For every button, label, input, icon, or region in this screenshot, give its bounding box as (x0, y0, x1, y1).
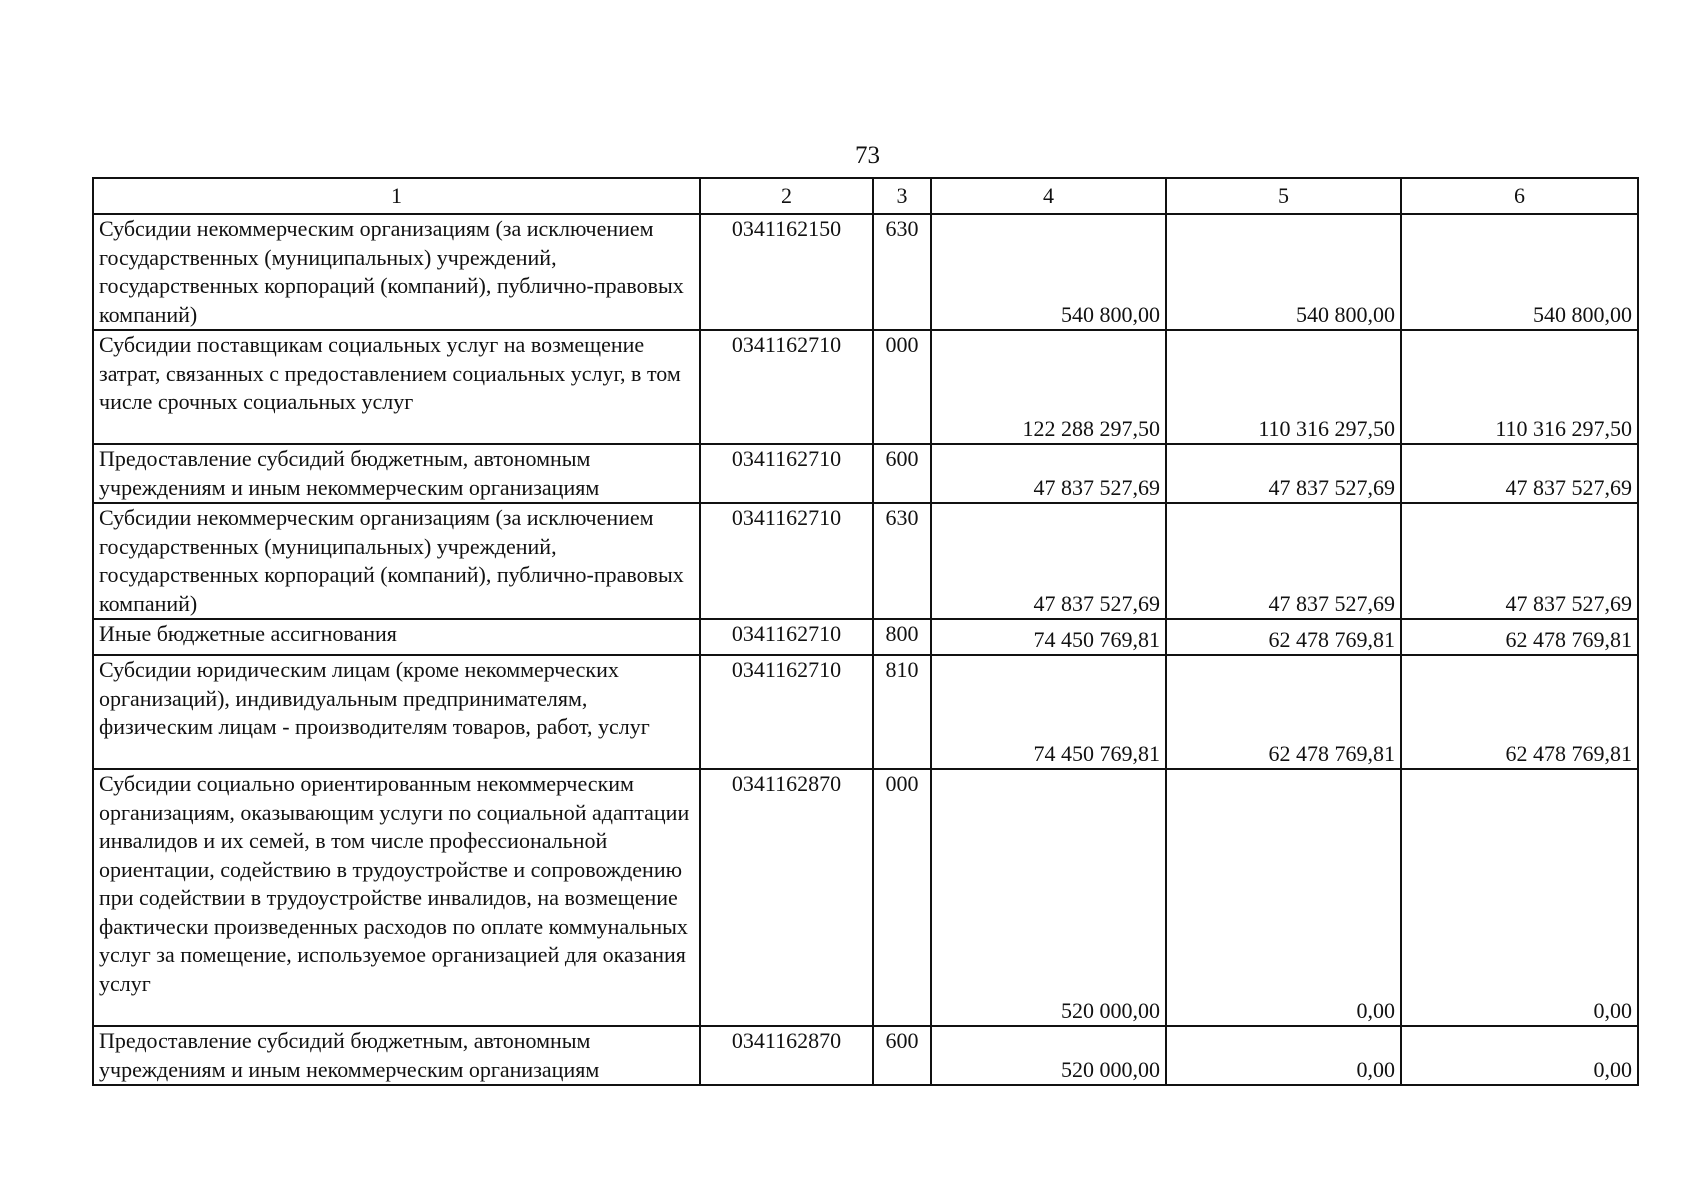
expense-type-cell: 630 (873, 503, 931, 619)
amount-col5-cell: 47 837 527,69 (1166, 444, 1401, 503)
expense-name-cell: Субсидии юридическим лицам (кроме некоммерческих организаций), индивидуальным предпринимателям, физическим лицам - производителям товаров, работ, услуг (93, 655, 700, 769)
amount-col5-cell: 62 478 769,81 (1166, 655, 1401, 769)
amount-col5-cell: 110 316 297,50 (1166, 330, 1401, 444)
expense-type-cell: 810 (873, 655, 931, 769)
amount-col4-cell: 74 450 769,81 (931, 655, 1166, 769)
table-row (93, 1026, 1638, 1085)
table-row (93, 769, 1638, 1026)
table-row (93, 444, 1638, 503)
expense-type-cell: 600 (873, 444, 931, 503)
table-row (93, 503, 1638, 619)
table-row (93, 330, 1638, 444)
column-header: 1 (93, 178, 700, 214)
amount-col4-cell: 122 288 297,50 (931, 330, 1166, 444)
target-code-cell: 0341162710 (700, 619, 873, 655)
amount-col6-cell: 47 837 527,69 (1401, 444, 1638, 503)
page-number: 73 (855, 142, 880, 169)
column-header: 6 (1401, 178, 1638, 214)
amount-col4-cell: 47 837 527,69 (931, 503, 1166, 619)
expense-type-cell: 630 (873, 214, 931, 330)
budget-table (92, 177, 1639, 1086)
expense-type-cell: 800 (873, 619, 931, 655)
expense-name-cell: Субсидии некоммерческим организациям (за исключением государственных (муниципальных) учреждений, государственных корпораций (компаний), публично-правовых компаний) (93, 214, 700, 330)
amount-col4-cell: 74 450 769,81 (931, 619, 1166, 655)
table-header-row (93, 178, 1638, 214)
amount-col5-cell: 540 800,00 (1166, 214, 1401, 330)
amount-col6-cell: 62 478 769,81 (1401, 655, 1638, 769)
amount-col5-cell: 47 837 527,69 (1166, 503, 1401, 619)
column-header: 2 (700, 178, 873, 214)
expense-name-cell: Субсидии социально ориентированным некоммерческим организациям, оказывающим услуги по социальной адаптации инвалидов и их семей, в том числе профессиональной ориентации, содействию в трудоустройстве и сопровождению при содействии в трудоустройстве инвалидов, на возмещение фактически произведенных расходов по оплате коммунальных услуг за помещение, используемое организацией для оказания услуг (93, 769, 700, 1026)
amount-col6-cell: 47 837 527,69 (1401, 503, 1638, 619)
table-row (93, 619, 1638, 655)
expense-type-cell: 600 (873, 1026, 931, 1085)
amount-col4-cell: 47 837 527,69 (931, 444, 1166, 503)
target-code-cell: 0341162150 (700, 214, 873, 330)
amount-col6-cell: 0,00 (1401, 1026, 1638, 1085)
table-row (93, 214, 1638, 330)
amount-col5-cell: 0,00 (1166, 1026, 1401, 1085)
target-code-cell: 0341162870 (700, 769, 873, 1026)
column-header: 3 (873, 178, 931, 214)
amount-col6-cell: 540 800,00 (1401, 214, 1638, 330)
expense-name-cell: Субсидии поставщикам социальных услуг на возмещение затрат, связанных с предоставлением социальных услуг, в том числе срочных социальных услуг (93, 330, 700, 444)
expense-name-cell: Иные бюджетные ассигнования (93, 619, 700, 655)
amount-col4-cell: 520 000,00 (931, 769, 1166, 1026)
expense-name-cell: Субсидии некоммерческим организациям (за исключением государственных (муниципальных) учреждений, государственных корпораций (компаний), публично-правовых компаний) (93, 503, 700, 619)
amount-col4-cell: 520 000,00 (931, 1026, 1166, 1085)
amount-col4-cell: 540 800,00 (931, 214, 1166, 330)
expense-type-cell: 000 (873, 330, 931, 444)
table-row (93, 655, 1638, 769)
target-code-cell: 0341162710 (700, 503, 873, 619)
target-code-cell: 0341162710 (700, 444, 873, 503)
column-header: 5 (1166, 178, 1401, 214)
target-code-cell: 0341162870 (700, 1026, 873, 1085)
column-header: 4 (931, 178, 1166, 214)
amount-col6-cell: 62 478 769,81 (1401, 619, 1638, 655)
expense-name-cell: Предоставление субсидий бюджетным, автономным учреждениям и иным некоммерческим организациям (93, 1026, 700, 1085)
expense-type-cell: 000 (873, 769, 931, 1026)
target-code-cell: 0341162710 (700, 330, 873, 444)
amount-col6-cell: 110 316 297,50 (1401, 330, 1638, 444)
amount-col5-cell: 62 478 769,81 (1166, 619, 1401, 655)
expense-name-cell: Предоставление субсидий бюджетным, автономным учреждениям и иным некоммерческим организациям (93, 444, 700, 503)
amount-col5-cell: 0,00 (1166, 769, 1401, 1026)
target-code-cell: 0341162710 (700, 655, 873, 769)
amount-col6-cell: 0,00 (1401, 769, 1638, 1026)
